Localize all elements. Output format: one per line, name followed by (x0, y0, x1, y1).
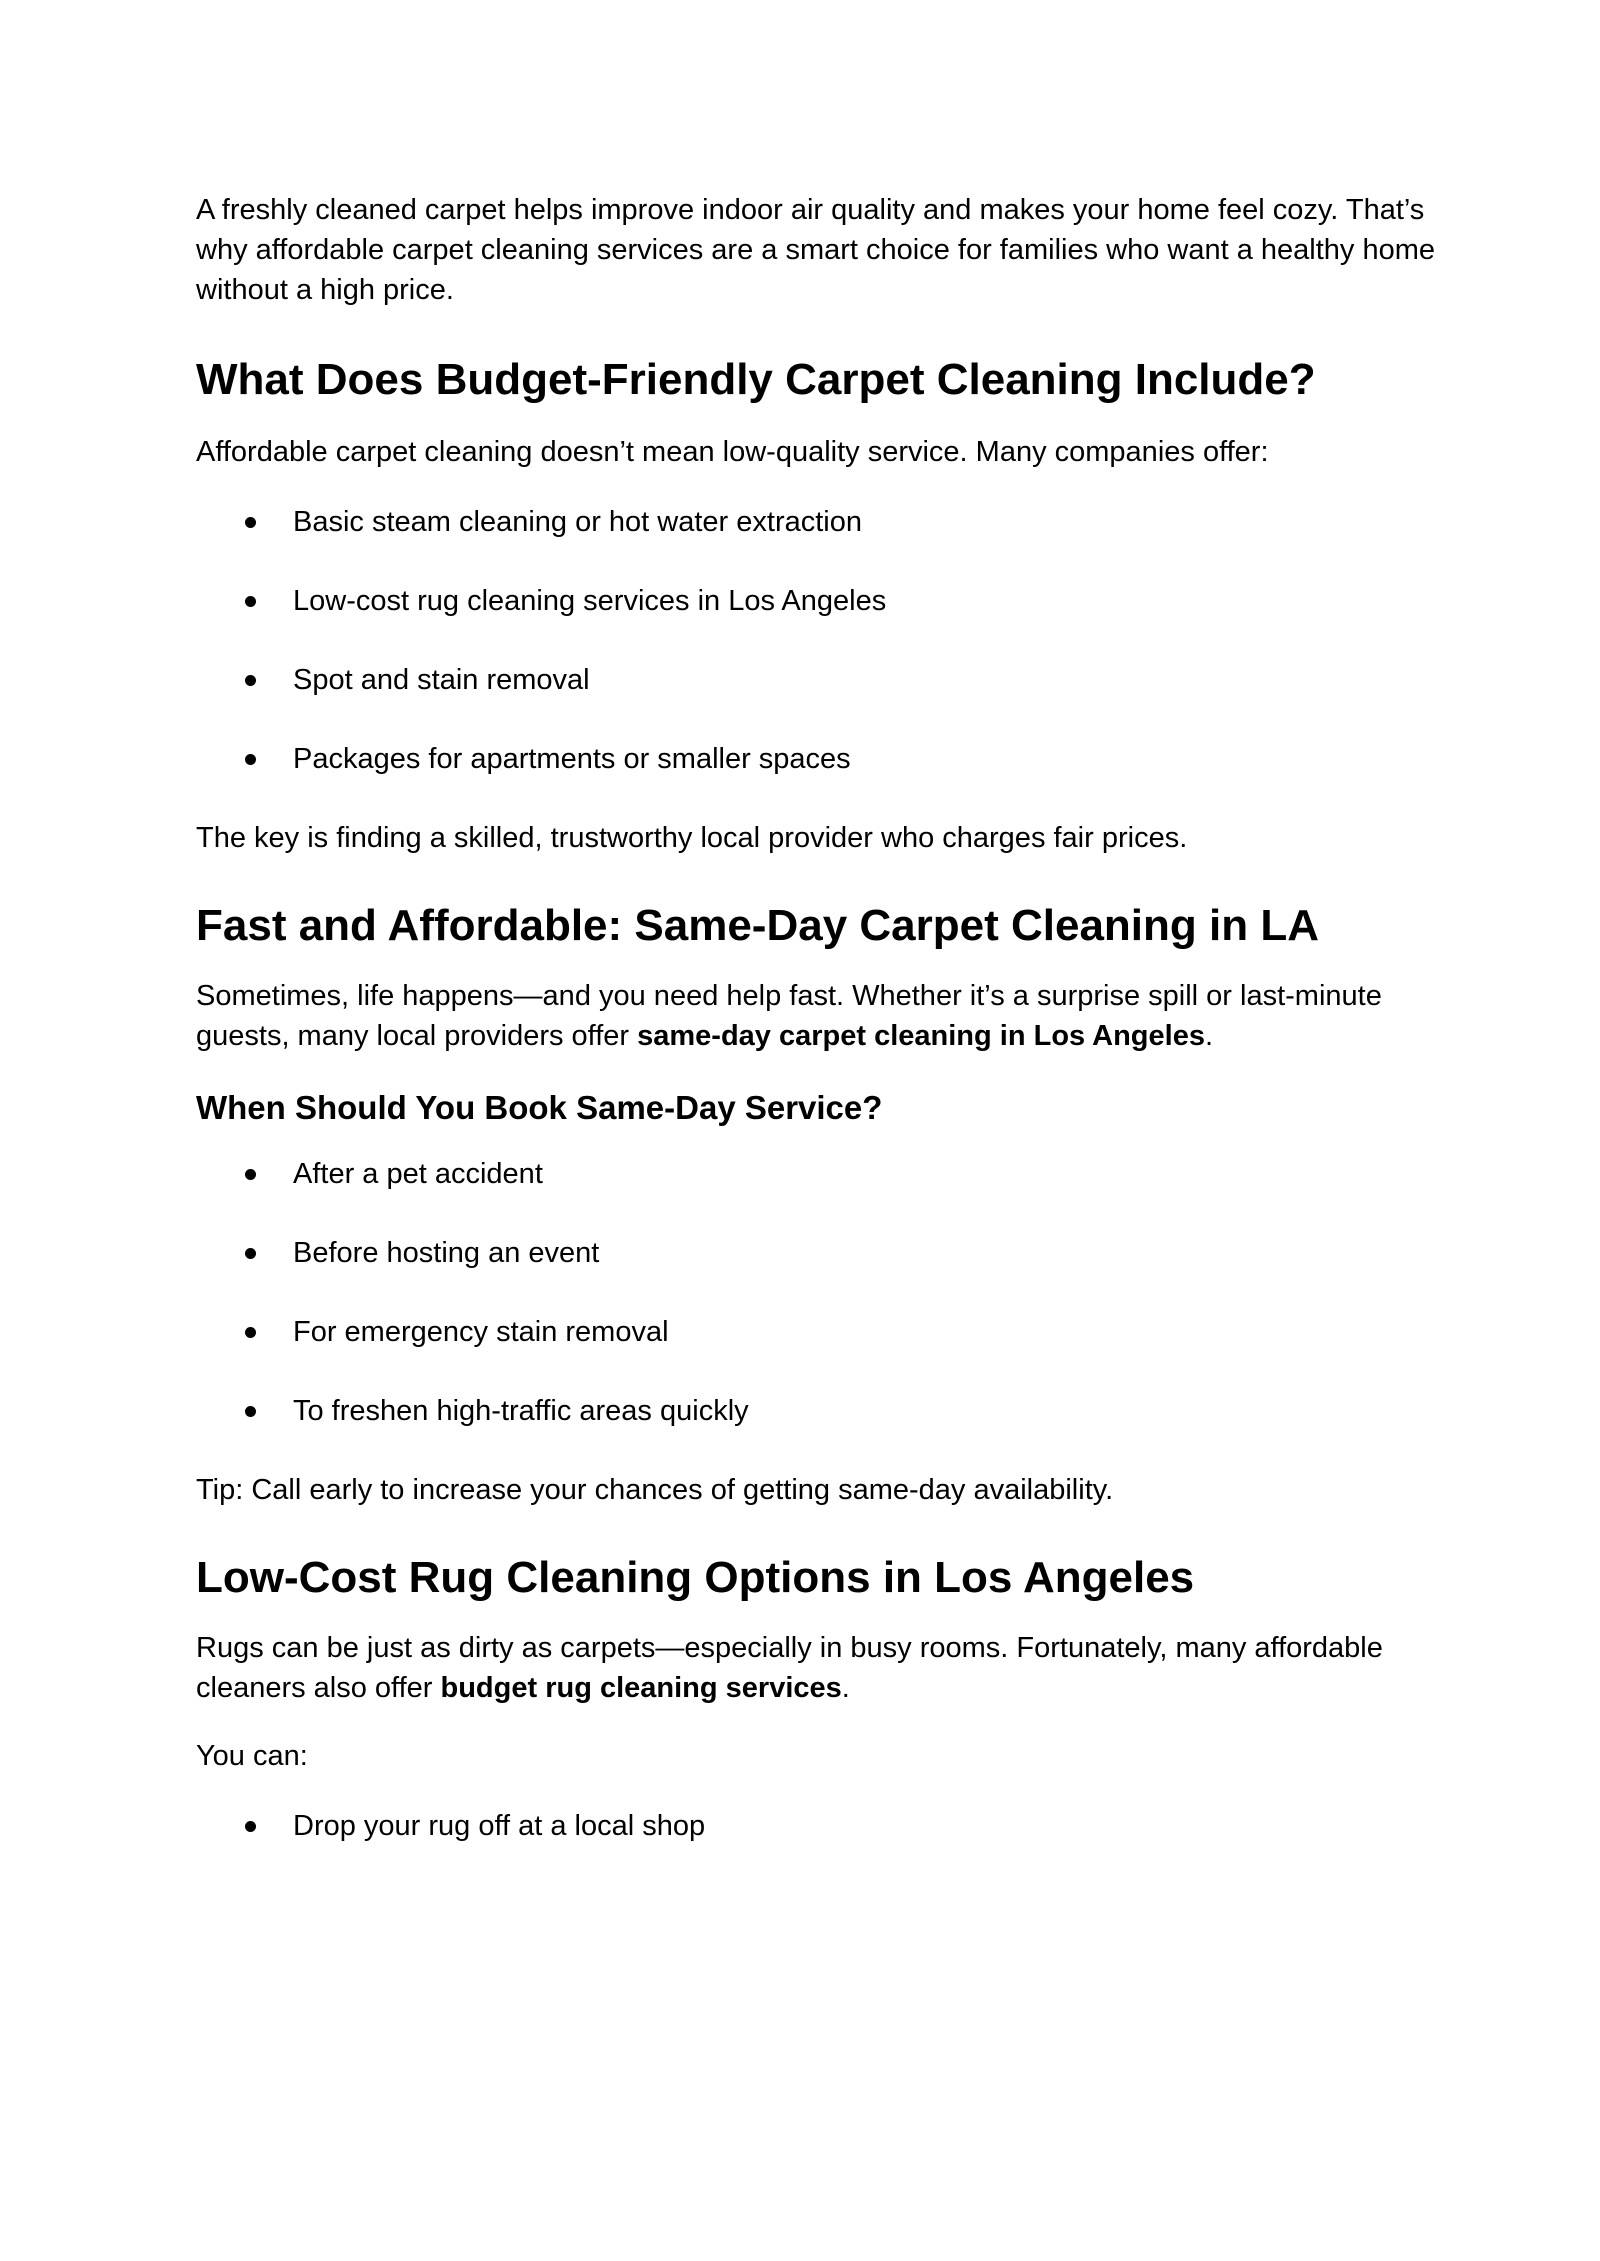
list-item-text: Low-cost rug cleaning services in Los Angeles (293, 585, 887, 617)
list-item (196, 660, 1436, 700)
bullet-icon (245, 675, 256, 686)
section3-heading: Low-Cost Rug Cleaning Options in Los Angeles (196, 1553, 1195, 1602)
section3-paragraph (196, 1628, 1436, 1708)
bullet-icon (245, 1821, 256, 1832)
section2-tip: Tip: Call early to increase your chances of getting same-day availability. (196, 1474, 1114, 1506)
bullet-icon (245, 1406, 256, 1417)
section3-paragraph-text: Rugs can be just as dirty as carpets—especially in busy rooms. Fortunately, many affordable cleaners also offer (196, 1632, 1383, 1704)
list-item (196, 502, 1436, 542)
list-item (196, 1806, 1436, 1846)
section3-paragraph-end: . (841, 1672, 850, 1704)
list-item-text: Packages for apartments or smaller spaces (293, 743, 851, 775)
section1-list (196, 502, 1436, 779)
section3-lead: You can: (196, 1740, 308, 1772)
section3-paragraph-bold: budget rug cleaning services (440, 1672, 842, 1704)
list-item-text: Before hosting an event (293, 1237, 600, 1269)
list-item-text: To freshen high-traffic areas quickly (293, 1395, 749, 1427)
list-item-text: Drop your rug off at a local shop (293, 1810, 706, 1842)
section2-paragraph (196, 976, 1436, 1056)
section2-list (196, 1154, 1436, 1431)
section1-heading: What Does Budget-Friendly Carpet Cleaning Include? (196, 355, 1316, 404)
bullet-icon (245, 1248, 256, 1259)
list-item (196, 1391, 1436, 1431)
bullet-icon (245, 754, 256, 765)
section2-paragraph-end: . (1204, 1020, 1214, 1052)
list-item (196, 581, 1436, 621)
section2-paragraph-text: Sometimes, life happens—and you need help fast. Whether it’s a surprise spill or last-minute guests, many local providers offer (196, 980, 1382, 1052)
list-item (196, 739, 1436, 779)
list-item-text: Basic steam cleaning or hot water extraction (293, 506, 862, 538)
list-item-text: For emergency stain removal (293, 1316, 669, 1348)
bullet-icon (245, 1327, 256, 1338)
bullet-icon (245, 517, 256, 528)
bullet-icon (245, 596, 256, 607)
list-item (196, 1233, 1436, 1273)
section2-paragraph-bold: same-day carpet cleaning in Los Angeles (637, 1020, 1205, 1052)
list-item (196, 1154, 1436, 1194)
document-page (196, 190, 1436, 1885)
list-item-text: Spot and stain removal (293, 664, 590, 696)
section3-list (196, 1806, 1436, 1846)
section1-closing: The key is finding a skilled, trustworthy local provider who charges fair prices. (196, 822, 1188, 854)
list-item (196, 1312, 1436, 1352)
bullet-icon (245, 1169, 256, 1180)
list-item-text: After a pet accident (293, 1158, 543, 1190)
section2-heading: Fast and Affordable: Same-Day Carpet Cleaning in LA (196, 901, 1319, 950)
intro-paragraph: A freshly cleaned carpet helps improve indoor air quality and makes your home feel cozy. That’s why affordable carpet cleaning services are a smart choice for families who want a healthy home without a high price. (196, 194, 1436, 306)
section1-lead: Affordable carpet cleaning doesn’t mean low-quality service. Many companies offer: (196, 436, 1269, 468)
section2-subheading: When Should You Book Same-Day Service? (196, 1089, 883, 1126)
